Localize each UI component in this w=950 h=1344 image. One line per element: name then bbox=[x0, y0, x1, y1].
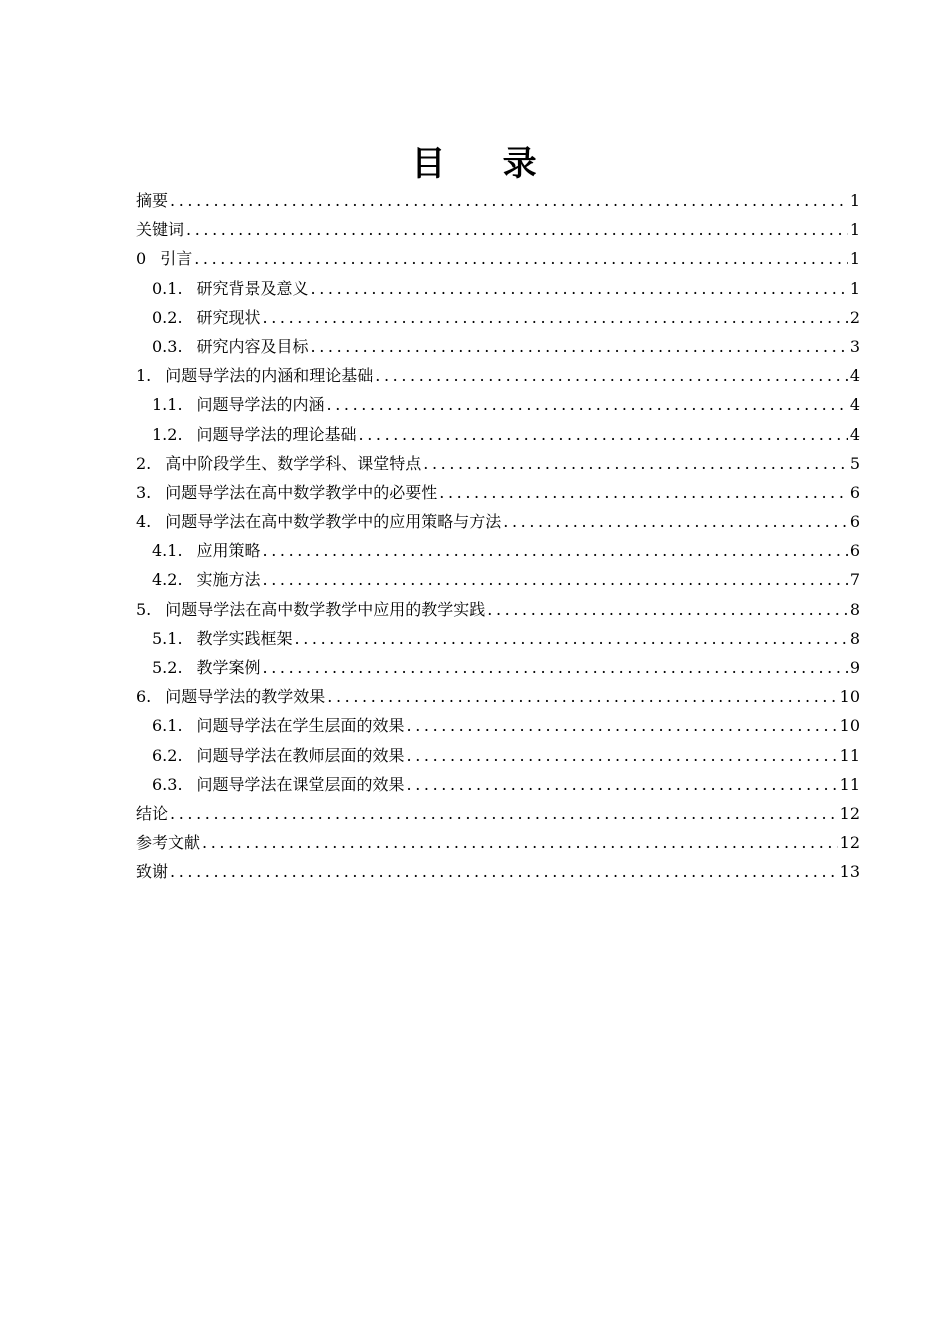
toc-entry-page-number: 6 bbox=[849, 541, 860, 561]
toc-entry[interactable] bbox=[136, 653, 860, 682]
toc-dot-leader bbox=[407, 770, 838, 799]
toc-entry-page-number: 10 bbox=[839, 687, 860, 707]
toc-entry[interactable] bbox=[136, 682, 860, 711]
toc-entry[interactable] bbox=[136, 507, 860, 536]
toc-entry-page-number: 4 bbox=[849, 395, 860, 415]
toc-entry-label: 引言 bbox=[160, 249, 193, 269]
toc-entry-page-number: 9 bbox=[849, 658, 860, 677]
toc-dot-leader bbox=[194, 244, 848, 273]
toc-entry[interactable] bbox=[136, 770, 860, 799]
toc-entry[interactable] bbox=[136, 828, 860, 857]
toc-entry-number: 4.1. bbox=[152, 541, 183, 561]
toc-entry-label: 问题导学法在高中数学教学中应用的教学实践 bbox=[165, 599, 486, 619]
toc-entry-number: 6.2. bbox=[152, 745, 183, 765]
toc-entry[interactable] bbox=[136, 624, 860, 653]
toc-dot-leader bbox=[263, 653, 848, 682]
toc-title: 目 录 bbox=[411, 144, 539, 184]
toc-dot-leader bbox=[202, 828, 838, 857]
toc-dot-leader bbox=[295, 624, 848, 653]
toc-entry[interactable] bbox=[136, 361, 860, 390]
toc-entry-number: 1.2. bbox=[152, 424, 183, 444]
toc-entry-page-number: 11 bbox=[839, 745, 860, 765]
toc-entry-number: 0.3. bbox=[152, 336, 183, 356]
toc-entry-label: 教学实践框架 bbox=[196, 628, 293, 648]
toc-entry-label: 问题导学法在课堂层面的效果 bbox=[196, 774, 405, 794]
toc-dot-leader bbox=[407, 711, 838, 740]
toc-list bbox=[136, 186, 860, 887]
toc-entry-number: 3. bbox=[136, 482, 152, 502]
toc-entry-label: 问题导学法的理论基础 bbox=[196, 424, 357, 444]
toc-entry-label: 高中阶段学生、数学学科、课堂特点 bbox=[165, 453, 422, 473]
toc-dot-leader bbox=[170, 857, 838, 886]
toc-entry-page-number: 4 bbox=[849, 366, 860, 386]
toc-entry-page-number: 1 bbox=[849, 249, 860, 269]
toc-dot-leader bbox=[263, 303, 848, 332]
toc-entry-number: 1.1. bbox=[152, 395, 183, 415]
toc-entry-page-number: 3 bbox=[849, 336, 860, 356]
toc-entry-number: 0.1. bbox=[152, 278, 183, 298]
toc-entry-page-number: 13 bbox=[839, 862, 860, 882]
toc-entry-label: 关键词 bbox=[136, 220, 185, 240]
toc-entry[interactable] bbox=[136, 741, 860, 770]
toc-entry[interactable] bbox=[136, 857, 860, 886]
toc-dot-leader bbox=[439, 478, 848, 507]
toc-entry-label: 问题导学法的教学效果 bbox=[165, 687, 326, 707]
toc-dot-leader bbox=[359, 420, 848, 449]
toc-entry-number: 5. bbox=[136, 599, 152, 619]
toc-entry[interactable] bbox=[136, 303, 860, 332]
toc-entry[interactable] bbox=[136, 565, 860, 594]
toc-entry[interactable] bbox=[136, 186, 860, 215]
toc-entry-label: 问题导学法在教师层面的效果 bbox=[196, 745, 405, 765]
toc-entry-page-number: 1 bbox=[849, 191, 860, 210]
toc-entry-number: 5.1. bbox=[152, 628, 183, 648]
toc-dot-leader bbox=[407, 741, 838, 770]
toc-entry-page-number: 6 bbox=[849, 482, 860, 502]
toc-dot-leader bbox=[311, 274, 848, 303]
toc-entry[interactable] bbox=[136, 215, 860, 244]
toc-entry-page-number: 5 bbox=[849, 453, 860, 473]
toc-entry[interactable] bbox=[136, 449, 860, 478]
toc-entry-page-number: 11 bbox=[839, 774, 860, 794]
toc-entry-page-number: 7 bbox=[849, 570, 860, 590]
toc-entry-label: 问题导学法在学生层面的效果 bbox=[196, 716, 405, 736]
toc-entry[interactable] bbox=[136, 711, 860, 740]
toc-entry-number: 4.2. bbox=[152, 570, 183, 590]
toc-dot-leader bbox=[263, 565, 848, 594]
toc-dot-leader bbox=[375, 361, 848, 390]
toc-dot-leader bbox=[170, 186, 848, 215]
toc-dot-leader bbox=[327, 390, 848, 419]
toc-dot-leader bbox=[423, 449, 848, 478]
toc-entry-number: 6.3. bbox=[152, 774, 183, 794]
toc-entry-label: 研究背景及意义 bbox=[196, 278, 309, 298]
toc-entry-label: 应用策略 bbox=[196, 541, 261, 561]
toc-entry-label: 摘要 bbox=[136, 191, 169, 210]
toc-entry[interactable] bbox=[136, 332, 860, 361]
toc-entry-label: 参考文献 bbox=[136, 833, 201, 853]
toc-entry-number: 1. bbox=[136, 366, 152, 386]
toc-entry-page-number: 1 bbox=[849, 278, 860, 298]
toc-entry-page-number: 12 bbox=[839, 803, 860, 823]
toc-entry[interactable] bbox=[136, 390, 860, 419]
toc-entry[interactable] bbox=[136, 420, 860, 449]
toc-entry-number: 4. bbox=[136, 512, 152, 532]
toc-entry-page-number: 10 bbox=[839, 716, 860, 736]
toc-dot-leader bbox=[327, 682, 837, 711]
toc-dot-leader bbox=[170, 799, 838, 828]
toc-entry-page-number: 1 bbox=[849, 220, 860, 240]
toc-entry-page-number: 2 bbox=[849, 307, 860, 327]
toc-entry-label: 问题导学法在高中数学教学中的必要性 bbox=[165, 482, 438, 502]
toc-entry[interactable] bbox=[136, 244, 860, 273]
toc-entry-page-number: 12 bbox=[839, 833, 860, 853]
toc-entry-label: 问题导学法的内涵 bbox=[196, 395, 325, 415]
toc-entry-label: 研究内容及目标 bbox=[196, 336, 309, 356]
toc-dot-leader bbox=[487, 595, 848, 624]
toc-entry-label: 问题导学法在高中数学教学中的应用策略与方法 bbox=[165, 512, 502, 532]
toc-entry[interactable] bbox=[136, 799, 860, 828]
toc-entry-page-number: 4 bbox=[849, 424, 860, 444]
toc-dot-leader bbox=[503, 507, 848, 536]
toc-entry-label: 研究现状 bbox=[196, 307, 261, 327]
toc-dot-leader bbox=[263, 536, 848, 565]
toc-entry-label: 实施方法 bbox=[196, 570, 261, 590]
toc-entry[interactable] bbox=[136, 595, 860, 624]
toc-entry-number: 0 bbox=[136, 249, 147, 269]
toc-entry-number: 6. bbox=[136, 687, 152, 707]
toc-entry-number: 2. bbox=[136, 453, 152, 473]
toc-dot-leader bbox=[311, 332, 848, 361]
toc-entry-label: 结论 bbox=[136, 803, 169, 823]
toc-entry-page-number: 6 bbox=[849, 512, 860, 532]
toc-entry-number: 5.2. bbox=[152, 658, 183, 677]
toc-entry-label: 问题导学法的内涵和理论基础 bbox=[165, 366, 374, 386]
toc-entry[interactable] bbox=[136, 274, 860, 303]
toc-entry-number: 0.2. bbox=[152, 307, 183, 327]
toc-entry[interactable] bbox=[136, 536, 860, 565]
toc-entry[interactable] bbox=[136, 478, 860, 507]
toc-entry-label: 致谢 bbox=[136, 862, 169, 882]
toc-dot-leader bbox=[186, 215, 848, 244]
toc-entry-page-number: 8 bbox=[849, 599, 860, 619]
toc-entry-number: 6.1. bbox=[152, 716, 183, 736]
toc-entry-page-number: 8 bbox=[849, 628, 860, 648]
toc-entry-label: 教学案例 bbox=[196, 658, 261, 677]
